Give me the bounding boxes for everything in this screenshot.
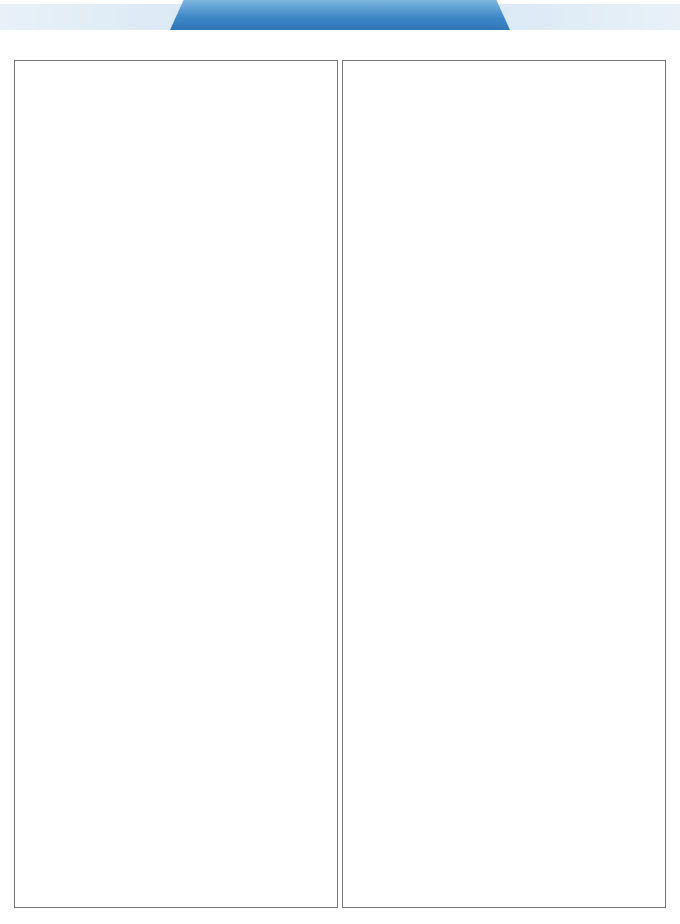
page-title: [170, 0, 510, 30]
right-table: [342, 60, 666, 908]
left-table: [14, 60, 338, 908]
title-banner: [0, 0, 680, 34]
